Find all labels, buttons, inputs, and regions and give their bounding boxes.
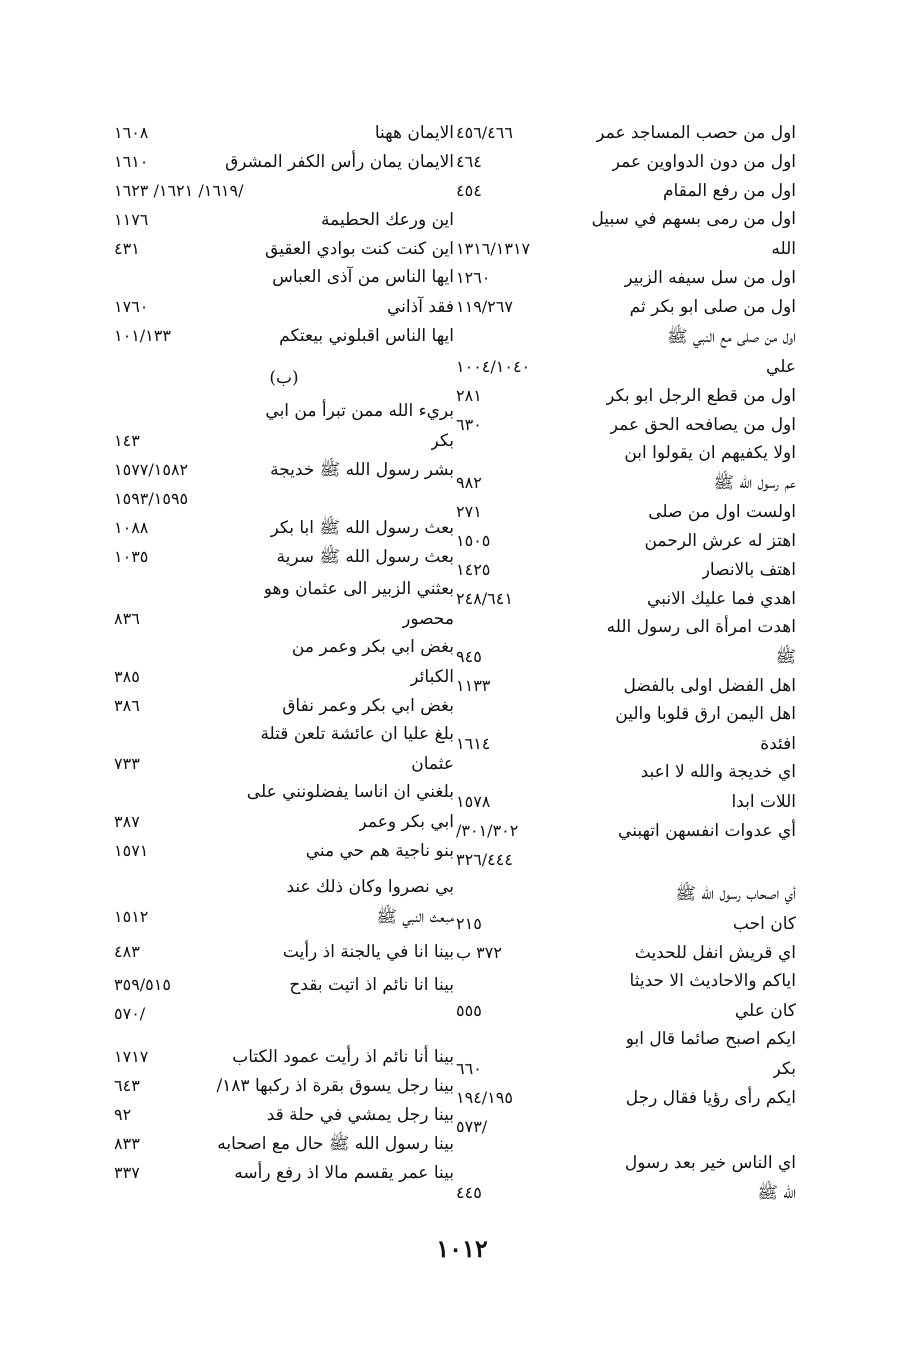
entry-text: اهل الفضل اولى بالفضل	[623, 676, 796, 696]
entry-page-ref: ٣٠١/٣٠٢/	[456, 821, 519, 840]
entry-text: اي قريش انفل للحديث	[634, 943, 796, 963]
index-entry	[114, 1042, 454, 1071]
entry-page-ref: ٢٤٨/٦٤١	[456, 589, 513, 608]
index-entry	[456, 147, 796, 176]
index-entry	[456, 118, 796, 147]
entry-text: بي نصروا وكان ذلك عند	[286, 877, 454, 897]
index-entry	[456, 263, 796, 292]
index-entry	[114, 749, 454, 778]
index-entry	[456, 381, 796, 410]
entry-page-ref: ٤٤٥	[456, 1183, 482, 1202]
index-entry	[114, 873, 454, 902]
index-entry	[456, 758, 796, 787]
index-entry	[456, 526, 796, 555]
index-column-left	[114, 118, 454, 1187]
index-entry	[456, 700, 796, 729]
entry-page-ref: ٣٧٢ ب	[456, 943, 502, 962]
entry-text: اولا يكفيهم ان يقولوا ابن	[624, 443, 796, 463]
index-entry	[114, 176, 454, 205]
entry-page-ref: /١٦١٩/ ١٦٢١/ ١٦٢٣	[114, 181, 244, 200]
index-entry	[456, 439, 796, 468]
entry-text: اللات ابدا	[731, 792, 796, 812]
index-entry	[456, 1083, 796, 1112]
entry-page-ref: ١٠٠٤/١٠٤٠	[456, 357, 531, 376]
index-entry	[114, 970, 454, 999]
entry-text: اول من دون الدواوين عمر	[611, 152, 796, 172]
index-entry	[456, 816, 796, 845]
entry-text: بعثني الزبير الى عثمان وهو	[263, 579, 454, 599]
entry-text: (ب)	[269, 368, 299, 388]
index-entry	[114, 937, 454, 966]
entry-page-ref: ٢١٥	[456, 914, 482, 933]
index-entry	[114, 999, 454, 1028]
entry-page-ref: /٥٧٣	[456, 1117, 488, 1136]
index-entry	[456, 729, 796, 758]
entry-text: ايها الناس اقبلوني بيعتكم	[279, 326, 454, 346]
entry-page-ref: ٤٦٤	[456, 152, 482, 171]
index-entry	[114, 484, 454, 513]
index-entry	[456, 584, 796, 613]
entry-page-ref: ١٠١/١٣٣	[114, 326, 171, 345]
entry-text: اي الناس خير بعد رسول	[624, 1153, 796, 1173]
index-entry	[456, 497, 796, 526]
index-entry	[456, 909, 796, 938]
entry-text: بينا عمر يقسم مالا اذ رفع رأسه	[234, 1163, 454, 1183]
entry-page-ref: ٥٥٥	[456, 1001, 482, 1020]
index-entry	[456, 292, 796, 321]
index-entry	[456, 880, 796, 909]
entry-text: كان احب	[732, 914, 796, 934]
row-gap	[114, 1028, 454, 1042]
entry-text: ﷺ	[775, 647, 796, 667]
entry-text: بينا انا نائم اذ اتيت بقدح	[289, 975, 454, 995]
entry-page-ref: ٣٨٦	[114, 696, 140, 715]
index-entry	[456, 787, 796, 816]
entry-page-ref: ١٦٠٨	[114, 123, 149, 142]
index-entry	[456, 996, 796, 1025]
entry-page-ref: ٤٥٤	[456, 181, 482, 200]
index-entry	[456, 555, 796, 584]
index-entry	[456, 938, 796, 967]
entry-text: بلغ عليا ان عائشة تلعن قتلة	[260, 724, 454, 744]
index-entry	[114, 397, 454, 426]
index-entry	[456, 613, 796, 642]
index-entry	[114, 263, 454, 292]
entry-page-ref: ١١٧٦	[114, 210, 149, 229]
index-entry	[114, 1071, 454, 1100]
page-number: ١٠١٢	[436, 1234, 488, 1263]
entry-text: الله	[771, 239, 796, 259]
index-entry	[456, 1149, 796, 1178]
entry-page-ref: ٣٢٦/٤٤٤	[456, 850, 513, 869]
entry-text: بعث رسول الله ﷺ سرية	[276, 547, 454, 567]
entry-text: ايها الناس من آذى العباس	[272, 267, 454, 287]
entry-text: اي خديجة والله لا اعبد	[640, 762, 796, 782]
entry-text: بريء الله ممن تبرأ من ابي	[265, 401, 454, 421]
entry-page-ref: ١٠٨٨	[114, 518, 149, 537]
index-entry	[456, 845, 796, 874]
entry-page-ref: ٦٦٠	[456, 1059, 482, 1078]
entry-text: افئدة	[760, 734, 796, 754]
index-entry	[114, 836, 454, 865]
entry-text: ابي بكر وعمر	[358, 812, 454, 832]
index-entry	[114, 633, 454, 662]
entry-text: اول من رفع المقام	[663, 181, 796, 201]
entry-text: بينا رجل يمشي في حلة قد	[266, 1105, 454, 1125]
entry-page-ref: ٩٢	[114, 1105, 132, 1124]
entry-page-ref: ٤٣١	[114, 239, 140, 258]
entry-text: اهدي فما عليك الانبي	[647, 589, 796, 609]
entry-text: ايكم رأى رؤيا فقال رجل	[625, 1088, 796, 1108]
index-entry	[456, 234, 796, 263]
entry-text: اول من رمى بسهم في سبيل	[591, 209, 796, 229]
index-entry	[114, 691, 454, 720]
entry-text: اهتز له عرش الرحمن	[644, 531, 796, 551]
entry-text: بكر	[430, 431, 454, 451]
entry-text: بغض ابي بكر وعمر نفاق	[282, 696, 454, 716]
entry-text: الايمان يمان رأس الكفر المشرق	[225, 152, 454, 172]
index-entry	[456, 176, 796, 205]
entry-page-ref: ٦٤٣	[114, 1076, 140, 1095]
index-entry	[114, 234, 454, 263]
index-entry	[456, 410, 796, 439]
entry-page-ref: ١٧٦٠	[114, 297, 149, 316]
entry-page-ref: ٣٨٧	[114, 812, 140, 831]
row-gap	[456, 1141, 796, 1149]
index-entry	[114, 513, 454, 542]
entry-text: عم رسول الله ﷺ	[713, 473, 796, 493]
entry-page-ref: ١٠٣٥	[114, 547, 149, 566]
entry-text: بينا رجل يسوق بقرة اذ ركبها ١٨٣/	[216, 1076, 454, 1096]
entry-page-ref: ١١٩/٢٦٧	[456, 297, 513, 316]
index-entry	[114, 1100, 454, 1129]
index-entry	[114, 118, 454, 147]
entry-page-ref: ١٥٧٨	[456, 792, 491, 811]
entry-text: اول من حصب المساجد عمر	[596, 123, 796, 143]
entry-text: بينا انا في يالجنة اذ رأيت	[282, 942, 454, 962]
entry-text: اياكم والاحاديث الا حديثا	[629, 971, 796, 991]
index-entry	[456, 1025, 796, 1054]
entry-page-ref: ٤٥٦/٤٦٦	[456, 123, 513, 142]
entry-page-ref: ١٩٤/١٩٥	[456, 1088, 513, 1107]
index-entry	[114, 292, 454, 321]
row-gap	[114, 350, 454, 364]
index-entry	[114, 426, 454, 455]
index-entry	[456, 323, 796, 352]
entry-page-ref: ١٥٧١	[114, 841, 149, 860]
entry-text: ايكم اصبح صائما قال ابو	[625, 1029, 796, 1049]
entry-page-ref: ١٤٣	[114, 431, 140, 450]
entry-page-ref: ٣٨٥	[114, 667, 140, 686]
index-entry	[114, 807, 454, 836]
entry-page-ref: ٨٣٦	[114, 609, 140, 628]
index-entry	[114, 575, 454, 604]
index-entry	[456, 352, 796, 381]
index-entry	[114, 147, 454, 176]
index-entry	[456, 1178, 796, 1207]
entry-text: بينا رسول الله ﷺ حال مع اصحابه	[217, 1134, 454, 1154]
entry-text: بينا أنا نائم اذ رأيت عمود الكتاب	[232, 1047, 454, 1067]
entry-page-ref: ٩٨٢	[456, 473, 482, 492]
index-entry	[114, 542, 454, 571]
index-entry	[456, 642, 796, 671]
entry-text: أي عدوات انفسهن اتهبني	[618, 821, 796, 841]
entry-text: اول من قطع الرجل ابو بكر	[606, 386, 796, 406]
index-entry	[114, 321, 454, 350]
index-entry	[456, 671, 796, 700]
index-column-right	[456, 118, 796, 1207]
entry-page-ref: ١٥٩٣/١٥٩٥	[114, 489, 189, 508]
entry-page-ref: ٩٤٥	[456, 647, 482, 666]
entry-page-ref: ١٥١٢	[114, 907, 149, 926]
entry-text: اولست اول من صلى	[648, 502, 796, 522]
index-entry	[114, 604, 454, 633]
index-entry	[114, 902, 454, 931]
entry-page-ref: ١٦١٠	[114, 152, 149, 171]
entry-text: اول من سل سيفه الزبير	[624, 268, 796, 288]
index-entry	[456, 468, 796, 497]
index-entry	[456, 1054, 796, 1083]
entry-text: بنو ناجية هم حي مني	[305, 841, 454, 861]
entry-page-ref: ١١٣٣	[456, 676, 491, 695]
row-gap	[114, 865, 454, 873]
entry-page-ref: ١٥٧٧/١٥٨٢	[114, 460, 189, 479]
entry-text: أي اصحاب رسول الله ﷺ	[675, 884, 796, 904]
entry-text: كان علي	[734, 1001, 796, 1021]
entry-page-ref: ١٢٦٠	[456, 268, 491, 287]
index-entry	[114, 455, 454, 484]
entry-text: اول من يصافحه الحق عمر	[609, 415, 796, 435]
entry-text: بغض ابي بكر وعمر من	[291, 637, 454, 657]
entry-text: بلغني ان اناسا يفضلونني على	[246, 782, 454, 802]
entry-page-ref: ٦٣٠	[456, 415, 482, 434]
entry-text: بكر	[772, 1059, 796, 1079]
index-entry	[114, 1158, 454, 1187]
entry-page-ref: ١٤٢٥	[456, 560, 491, 579]
entry-text: اين كنت كنت بوادي العقيق	[265, 239, 454, 259]
entry-text: اهدت امرأة الى رسول الله	[606, 617, 796, 637]
entry-text: اول من صلى مع النبي ﷺ	[666, 327, 796, 347]
entry-page-ref: ١٦١٤	[456, 734, 491, 753]
entry-page-ref: ٢٨١	[456, 386, 482, 405]
index-entry	[456, 967, 796, 996]
entry-text: فقد آذاني	[387, 297, 454, 317]
entry-text: اهل اليمن ارق قلوبا والين	[615, 704, 796, 724]
entry-page-ref: ٢٧١	[456, 502, 482, 521]
entry-text: محصور	[402, 609, 454, 629]
index-entry	[114, 720, 454, 749]
entry-text: الكبائر	[410, 667, 454, 687]
entry-text: الايمان ههنا	[374, 123, 454, 143]
entry-page-ref: ٨٣٣	[114, 1134, 140, 1153]
entry-page-ref: ١٧١٧	[114, 1047, 149, 1066]
entry-text: اهتف بالانصار	[701, 560, 796, 580]
index-entry	[114, 1129, 454, 1158]
index-entry	[114, 778, 454, 807]
entry-page-ref: ٣٣٧	[114, 1163, 140, 1182]
entry-page-ref: ١٣١٦/١٣١٧	[456, 239, 531, 258]
entry-text: الله ﷺ	[757, 1183, 796, 1203]
index-entry	[114, 364, 454, 393]
index-entry	[456, 1112, 796, 1141]
index-entry	[456, 205, 796, 234]
entry-text: بشر رسول الله ﷺ خديجة	[270, 460, 454, 480]
entry-text: عثمان	[411, 754, 454, 774]
entry-text: اول من صلى ابو بكر ثم	[629, 297, 796, 317]
entry-text: بعث رسول الله ﷺ ابا بكر	[270, 518, 454, 538]
entry-text: علي	[766, 357, 796, 377]
entry-text: اين ورعك الحطيمة	[321, 210, 454, 230]
entry-page-ref: ٣٥٩/٥١٥	[114, 975, 171, 994]
entry-page-ref: ٧٣٣	[114, 754, 140, 773]
index-entry	[114, 662, 454, 691]
index-entry	[114, 205, 454, 234]
entry-page-ref: ٤٨٣	[114, 942, 140, 961]
entry-text: مبعث النبي ﷺ	[376, 907, 454, 927]
entry-page-ref: /٥٧٠	[114, 1004, 146, 1023]
entry-page-ref: ١٥٠٥	[456, 531, 491, 550]
